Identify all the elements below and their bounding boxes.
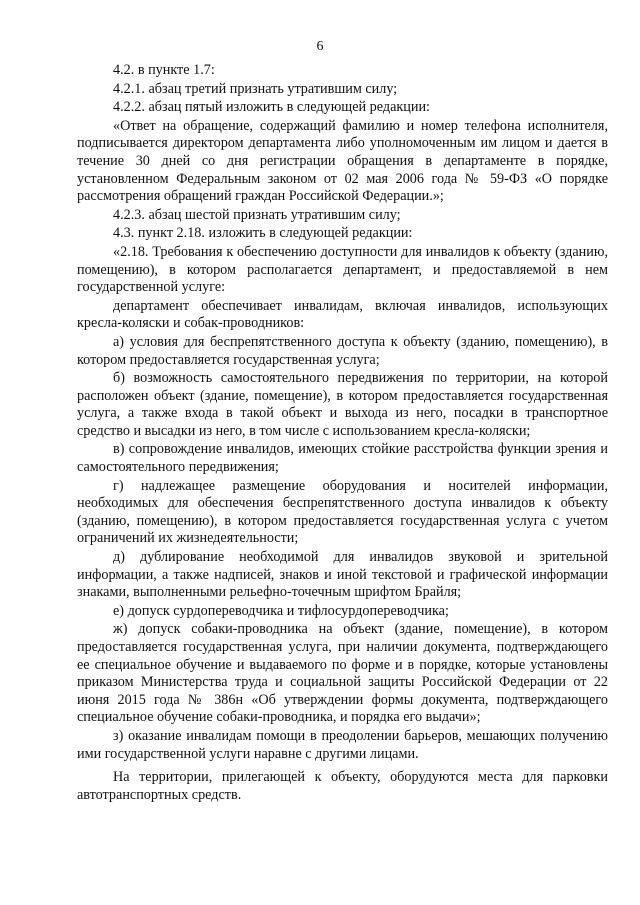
paragraph-quoted-answer: «Ответ на обращение, содержащий фамилию и номер телефона исполнителя, подписывается директором департамента либо уполномоченным им лицом и дается в течение 30 дней со дня регистрации обращения в департаменте в порядке, установленном Федеральным законом от 02 мая 2006 года № 59-ФЗ «О порядке рассмотрения обращений граждан Российской Федерации.»; bbox=[77, 117, 608, 205]
paragraph-2-18: «2.18. Требования к обеспечению доступности для инвалидов к объекту (зданию, помещению), в котором располагается департамент, и предоставляемой в нем государственной услуге: bbox=[77, 243, 608, 296]
list-item-z: з) оказание инвалидам помощи в преодолении барьеров, мешающих получению ими государственной услуги наравне с другими лицами. bbox=[77, 727, 608, 762]
paragraph-parking: На территории, прилегающей к объекту, оборудуются места для парковки автотранспортных средств. bbox=[77, 769, 608, 803]
paragraph-4-2: 4.2. в пункте 1.7: bbox=[113, 62, 215, 78]
list-item-zh: ж) допуск собаки-проводника на объект (здание, помещение), в котором предоставляется государственная услуга, при наличии документа, подтверждающего ее специальное обучение и выдаваемого по форме и в порядке, которые установлены приказом Министерства труда и социальной защиты Российской Федерации от 22 июня 2015 года № 386н «Об утверждении формы документа, подтверждающего специальное обучение собаки-проводника, и порядка его выдачи»; bbox=[77, 621, 608, 726]
list-item-d: д) дублирование необходимой для инвалидов звуковой и зрительной информации, а также надписей, знаков и иной текстовой и графической информации знаками, выполненными рельефно-точечным шрифтом Брайля; bbox=[77, 549, 608, 601]
paragraph-4-2-1: 4.2.1. абзац третий признать утратившим силу; bbox=[113, 80, 398, 97]
paragraph-4-2-2: 4.2.2. абзац пятый изложить в следующей редакции: bbox=[113, 99, 430, 116]
list-item-b: б) возможность самостоятельного передвижения по территории, на которой расположен объект (здание, помещение), в котором предоставляется государственная услуга, а также входа в такой объект и выхода из него, посадки в транспортное средство и высадки из него, в том числе с использованием кресла-коляски; bbox=[77, 370, 608, 439]
page-number: 6 bbox=[316, 39, 324, 54]
document-body bbox=[77, 62, 608, 804]
list-item-a: а) условия для беспрепятственного доступа к объекту (зданию, помещению), в котором предоставляется государственная услуга; bbox=[77, 333, 608, 368]
list-item-v: в) сопровождение инвалидов, имеющих стойкие расстройства функции зрения и самостоятельного передвижения; bbox=[77, 441, 608, 476]
paragraph-4-2-3: 4.2.3. абзац шестой признать утратившим силу; bbox=[113, 206, 401, 223]
paragraph-department-provides: департамент обеспечивает инвалидам, включая инвалидов, использующих кресла-коляски и собак-проводников: bbox=[77, 297, 608, 332]
list-item-e: е) допуск сурдопереводчика и тифлосурдопереводчика; bbox=[113, 602, 449, 619]
list-item-g: г) надлежащее размещение оборудования и носителей информации, необходимых для обеспечения беспрепятственного доступа инвалидов к объекту (зданию, помещению), в котором предоставляется государственная услуга с учетом ограничений их жизнедеятельности; bbox=[77, 477, 608, 547]
paragraph-4-3: 4.3. пункт 2.18. изложить в следующей редакции: bbox=[113, 225, 413, 242]
